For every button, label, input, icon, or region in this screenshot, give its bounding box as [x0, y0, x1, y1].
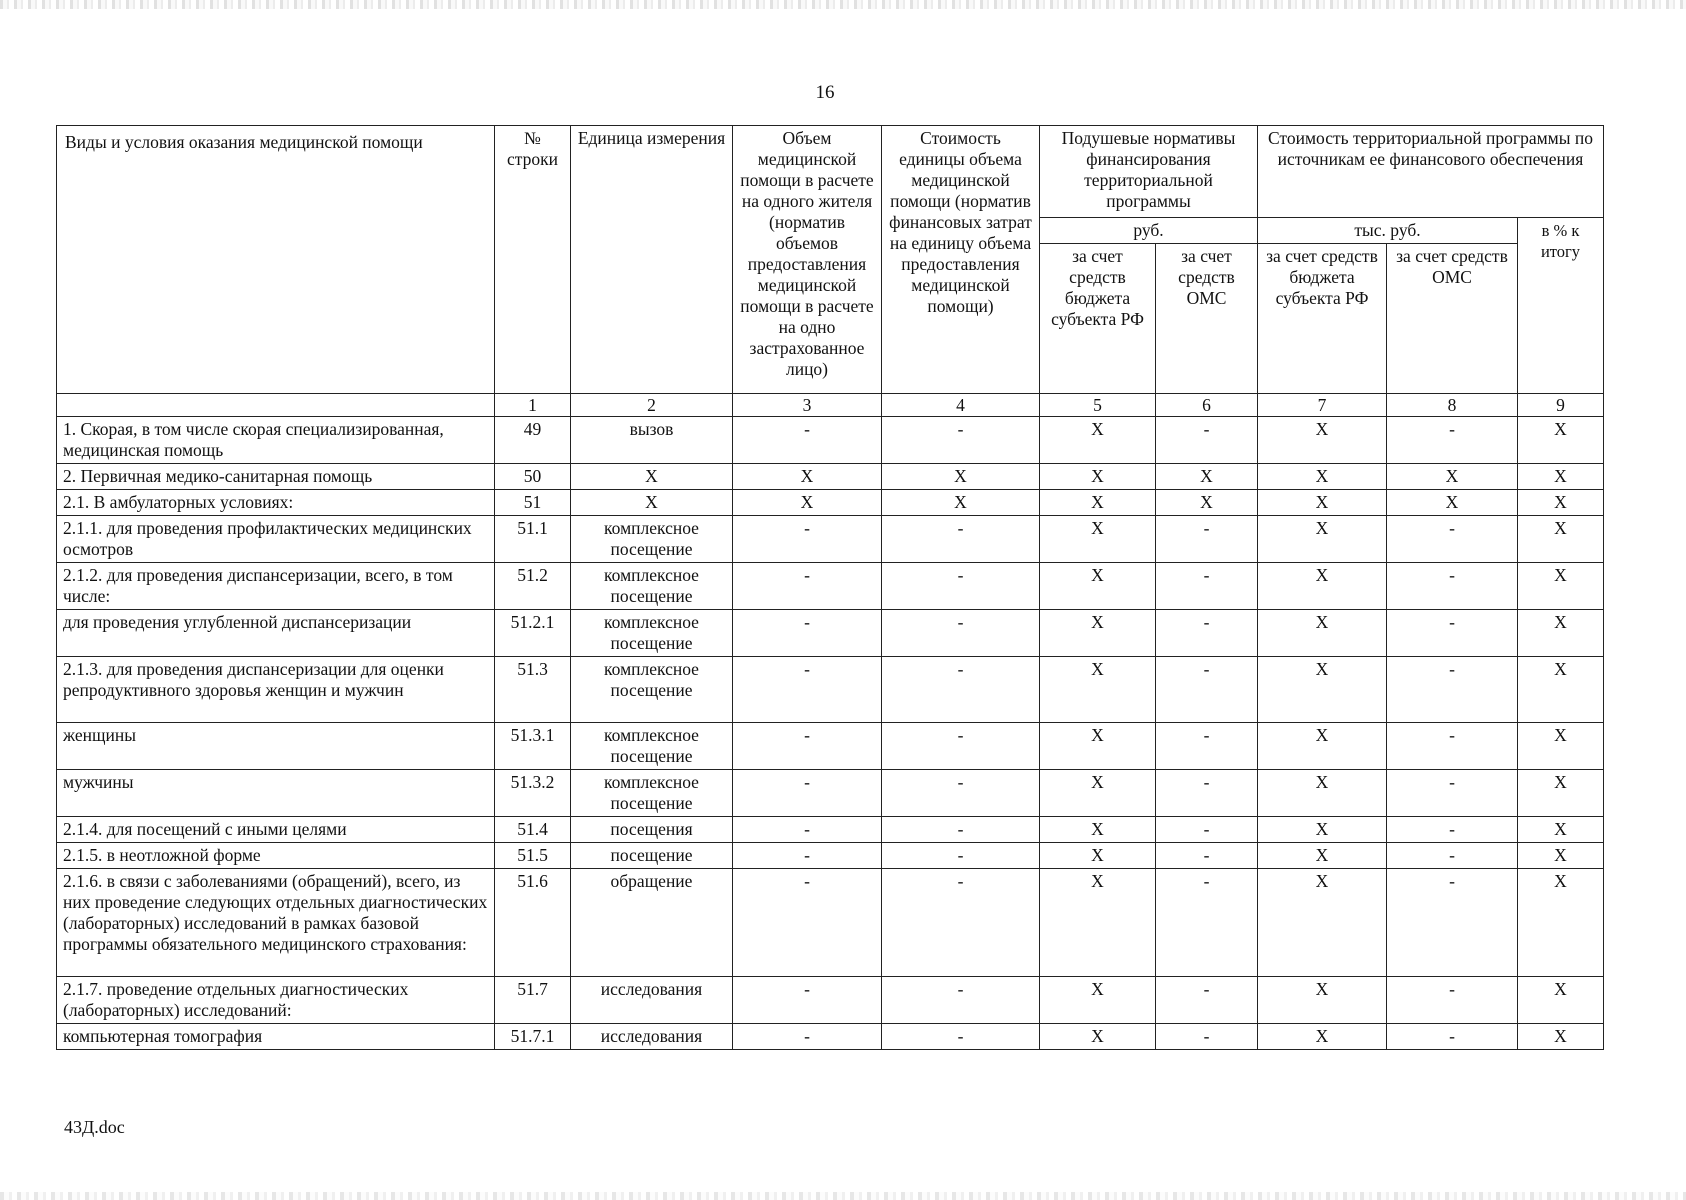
- row-value-7: X: [1258, 770, 1387, 817]
- row-value-6: -: [1156, 516, 1258, 563]
- row-value-3: -: [733, 723, 882, 770]
- row-value-7: X: [1258, 1024, 1387, 1050]
- row-name: 1. Скорая, в том числе скорая специализированная, медицинская помощь: [57, 417, 495, 464]
- row-value-9: X: [1518, 869, 1604, 977]
- table-row: [57, 563, 1604, 610]
- header-percent-total: в % к итогу: [1518, 218, 1604, 394]
- row-value-6: -: [1156, 817, 1258, 843]
- row-value-5: X: [1040, 977, 1156, 1024]
- header-unit: Единица измерения: [571, 126, 733, 394]
- row-value-4: X: [882, 464, 1040, 490]
- header-volume: Объем медицинской помощи в расчете на одного жителя (норматив объемов предоставления медицинской помощи в расчете на одно застрахованное лицо): [733, 126, 882, 394]
- row-value-6: -: [1156, 869, 1258, 977]
- row-value-6: -: [1156, 1024, 1258, 1050]
- row-name: для проведения углубленной диспансеризации: [57, 610, 495, 657]
- row-name: 2.1.1. для проведения профилактических медицинских осмотров: [57, 516, 495, 563]
- row-number: 49: [495, 417, 571, 464]
- row-unit: комплексное посещение: [571, 723, 733, 770]
- row-unit: комплексное посещение: [571, 516, 733, 563]
- row-value-3: -: [733, 770, 882, 817]
- row-unit: комплексное посещение: [571, 657, 733, 723]
- header-oms-thousand: за счет средств ОМС: [1387, 244, 1518, 394]
- scan-edge-top: [0, 0, 1686, 9]
- row-unit: комплексное посещение: [571, 563, 733, 610]
- header-rub: руб.: [1040, 218, 1258, 244]
- row-value-7: X: [1258, 657, 1387, 723]
- column-number: 4: [882, 394, 1040, 417]
- row-value-5: X: [1040, 490, 1156, 516]
- row-value-6: -: [1156, 770, 1258, 817]
- column-number: 1: [495, 394, 571, 417]
- row-value-3: -: [733, 869, 882, 977]
- row-value-5: X: [1040, 657, 1156, 723]
- row-value-6: -: [1156, 843, 1258, 869]
- table-row: [57, 770, 1604, 817]
- row-value-7: X: [1258, 843, 1387, 869]
- row-unit: комплексное посещение: [571, 610, 733, 657]
- row-value-9: X: [1518, 657, 1604, 723]
- row-value-7: X: [1258, 977, 1387, 1024]
- row-value-8: -: [1387, 977, 1518, 1024]
- row-value-8: -: [1387, 817, 1518, 843]
- row-value-7: X: [1258, 610, 1387, 657]
- row-number: 51.4: [495, 817, 571, 843]
- row-unit: комплексное посещение: [571, 770, 733, 817]
- row-unit: вызов: [571, 417, 733, 464]
- row-number: 51.7: [495, 977, 571, 1024]
- row-value-9: X: [1518, 770, 1604, 817]
- row-name: женщины: [57, 723, 495, 770]
- row-number: 51.3.2: [495, 770, 571, 817]
- row-value-4: -: [882, 417, 1040, 464]
- row-name: 2.1.7. проведение отдельных диагностических (лабораторных) исследований:: [57, 977, 495, 1024]
- row-number: 51.2: [495, 563, 571, 610]
- row-value-4: -: [882, 869, 1040, 977]
- row-name: 2.1. В амбулаторных условиях:: [57, 490, 495, 516]
- row-value-9: X: [1518, 464, 1604, 490]
- row-number: 51.1: [495, 516, 571, 563]
- row-name: мужчины: [57, 770, 495, 817]
- page-number: 16: [815, 82, 835, 103]
- financing-table: [56, 125, 1604, 1050]
- row-value-3: -: [733, 657, 882, 723]
- row-value-9: X: [1518, 563, 1604, 610]
- table-row: [57, 610, 1604, 657]
- column-numbers-row: [57, 394, 1604, 417]
- table-row: [57, 417, 1604, 464]
- row-value-6: -: [1156, 723, 1258, 770]
- row-value-3: -: [733, 977, 882, 1024]
- row-value-8: -: [1387, 610, 1518, 657]
- row-value-8: -: [1387, 516, 1518, 563]
- row-value-3: -: [733, 417, 882, 464]
- row-value-8: -: [1387, 723, 1518, 770]
- row-value-5: X: [1040, 817, 1156, 843]
- row-value-4: -: [882, 563, 1040, 610]
- row-unit: исследования: [571, 977, 733, 1024]
- table-row: [57, 516, 1604, 563]
- row-value-8: X: [1387, 464, 1518, 490]
- row-value-7: X: [1258, 817, 1387, 843]
- row-value-6: -: [1156, 657, 1258, 723]
- column-number: [57, 394, 495, 417]
- column-number: 5: [1040, 394, 1156, 417]
- row-value-5: X: [1040, 1024, 1156, 1050]
- row-value-6: -: [1156, 977, 1258, 1024]
- row-number: 51: [495, 490, 571, 516]
- row-value-5: X: [1040, 417, 1156, 464]
- row-value-9: X: [1518, 977, 1604, 1024]
- row-number: 51.7.1: [495, 1024, 571, 1050]
- row-number: 51.5: [495, 843, 571, 869]
- table-row: [57, 657, 1604, 723]
- table-row: [57, 869, 1604, 977]
- table-row: [57, 843, 1604, 869]
- row-value-9: X: [1518, 1024, 1604, 1050]
- row-value-4: -: [882, 1024, 1040, 1050]
- row-value-7: X: [1258, 723, 1387, 770]
- row-value-3: -: [733, 843, 882, 869]
- row-number: 51.3: [495, 657, 571, 723]
- row-value-6: -: [1156, 563, 1258, 610]
- row-name: компьютерная томография: [57, 1024, 495, 1050]
- table-row: [57, 817, 1604, 843]
- row-name: 2.1.4. для посещений с иными целями: [57, 817, 495, 843]
- row-value-6: -: [1156, 610, 1258, 657]
- table-row: [57, 464, 1604, 490]
- header-per-capita-group: Подушевые нормативы финансирования территориальной программы: [1040, 126, 1258, 218]
- row-number: 51.3.1: [495, 723, 571, 770]
- header-budget-subject-rub: за счет средств бюджета субъекта РФ: [1040, 244, 1156, 394]
- row-value-4: -: [882, 843, 1040, 869]
- row-name: 2. Первичная медико-санитарная помощь: [57, 464, 495, 490]
- row-value-8: -: [1387, 563, 1518, 610]
- row-value-9: X: [1518, 516, 1604, 563]
- row-value-8: -: [1387, 657, 1518, 723]
- row-value-5: X: [1040, 516, 1156, 563]
- header-row-number: № строки: [495, 126, 571, 394]
- row-value-4: -: [882, 723, 1040, 770]
- row-value-4: -: [882, 610, 1040, 657]
- row-unit: обращение: [571, 869, 733, 977]
- row-number: 50: [495, 464, 571, 490]
- row-value-5: X: [1040, 843, 1156, 869]
- row-value-9: X: [1518, 843, 1604, 869]
- row-unit: X: [571, 490, 733, 516]
- row-unit: посещения: [571, 817, 733, 843]
- header-oms-rub: за счет средств ОМС: [1156, 244, 1258, 394]
- row-value-8: -: [1387, 869, 1518, 977]
- row-value-4: -: [882, 516, 1040, 563]
- column-number: 2: [571, 394, 733, 417]
- row-name: 2.1.5. в неотложной форме: [57, 843, 495, 869]
- row-value-7: X: [1258, 464, 1387, 490]
- row-value-5: X: [1040, 563, 1156, 610]
- footer-filename: 43Д.doc: [64, 1117, 125, 1137]
- row-value-5: X: [1040, 869, 1156, 977]
- row-value-5: X: [1040, 464, 1156, 490]
- row-value-8: -: [1387, 417, 1518, 464]
- row-value-3: -: [733, 563, 882, 610]
- row-value-4: -: [882, 817, 1040, 843]
- column-number: 7: [1258, 394, 1387, 417]
- row-value-9: X: [1518, 817, 1604, 843]
- row-value-3: -: [733, 1024, 882, 1050]
- table-row: [57, 977, 1604, 1024]
- row-value-6: X: [1156, 490, 1258, 516]
- scan-edge-bottom: [0, 1192, 1686, 1200]
- row-value-7: X: [1258, 869, 1387, 977]
- row-unit: посещение: [571, 843, 733, 869]
- row-value-8: -: [1387, 770, 1518, 817]
- row-value-3: X: [733, 464, 882, 490]
- header-thousand-rub: тыс. руб.: [1258, 218, 1518, 244]
- table-row: [57, 723, 1604, 770]
- row-value-8: X: [1387, 490, 1518, 516]
- row-value-5: X: [1040, 770, 1156, 817]
- row-value-9: X: [1518, 610, 1604, 657]
- column-number: 8: [1387, 394, 1518, 417]
- header-territorial-cost-group: Стоимость территориальной программы по источникам ее финансового обеспечения: [1258, 126, 1604, 218]
- row-value-7: X: [1258, 417, 1387, 464]
- table-row: [57, 1024, 1604, 1050]
- row-unit: исследования: [571, 1024, 733, 1050]
- row-number: 51.2.1: [495, 610, 571, 657]
- row-value-9: X: [1518, 490, 1604, 516]
- row-value-4: -: [882, 977, 1040, 1024]
- row-value-5: X: [1040, 723, 1156, 770]
- row-value-7: X: [1258, 490, 1387, 516]
- row-value-3: -: [733, 610, 882, 657]
- row-value-3: X: [733, 490, 882, 516]
- row-unit: X: [571, 464, 733, 490]
- row-name: 2.1.3. для проведения диспансеризации для оценки репродуктивного здоровья женщин и мужчин: [57, 657, 495, 723]
- header-budget-subject-thousand: за счет средств бюджета субъекта РФ: [1258, 244, 1387, 394]
- row-value-3: -: [733, 817, 882, 843]
- row-name: 2.1.2. для проведения диспансеризации, всего, в том числе:: [57, 563, 495, 610]
- header-unit-cost: Стоимость единицы объема медицинской помощи (норматив финансовых затрат на единицу объема предоставления медицинской помощи): [882, 126, 1040, 394]
- row-value-4: -: [882, 657, 1040, 723]
- row-name: 2.1.6. в связи с заболеваниями (обращений), всего, из них проведение следующих отдельных диагностических (лабораторных) исследований в рамках базовой программы обязательного медицинского страхования:: [57, 869, 495, 977]
- column-number: 6: [1156, 394, 1258, 417]
- row-value-8: -: [1387, 1024, 1518, 1050]
- row-value-7: X: [1258, 563, 1387, 610]
- column-number: 9: [1518, 394, 1604, 417]
- table-row: [57, 490, 1604, 516]
- row-value-3: -: [733, 516, 882, 563]
- header-service-types: Виды и условия оказания медицинской помощи: [57, 126, 495, 394]
- row-value-9: X: [1518, 417, 1604, 464]
- row-value-6: X: [1156, 464, 1258, 490]
- row-value-6: -: [1156, 417, 1258, 464]
- row-value-4: -: [882, 770, 1040, 817]
- row-value-5: X: [1040, 610, 1156, 657]
- row-value-9: X: [1518, 723, 1604, 770]
- row-value-4: X: [882, 490, 1040, 516]
- row-value-8: -: [1387, 843, 1518, 869]
- row-value-7: X: [1258, 516, 1387, 563]
- row-number: 51.6: [495, 869, 571, 977]
- column-number: 3: [733, 394, 882, 417]
